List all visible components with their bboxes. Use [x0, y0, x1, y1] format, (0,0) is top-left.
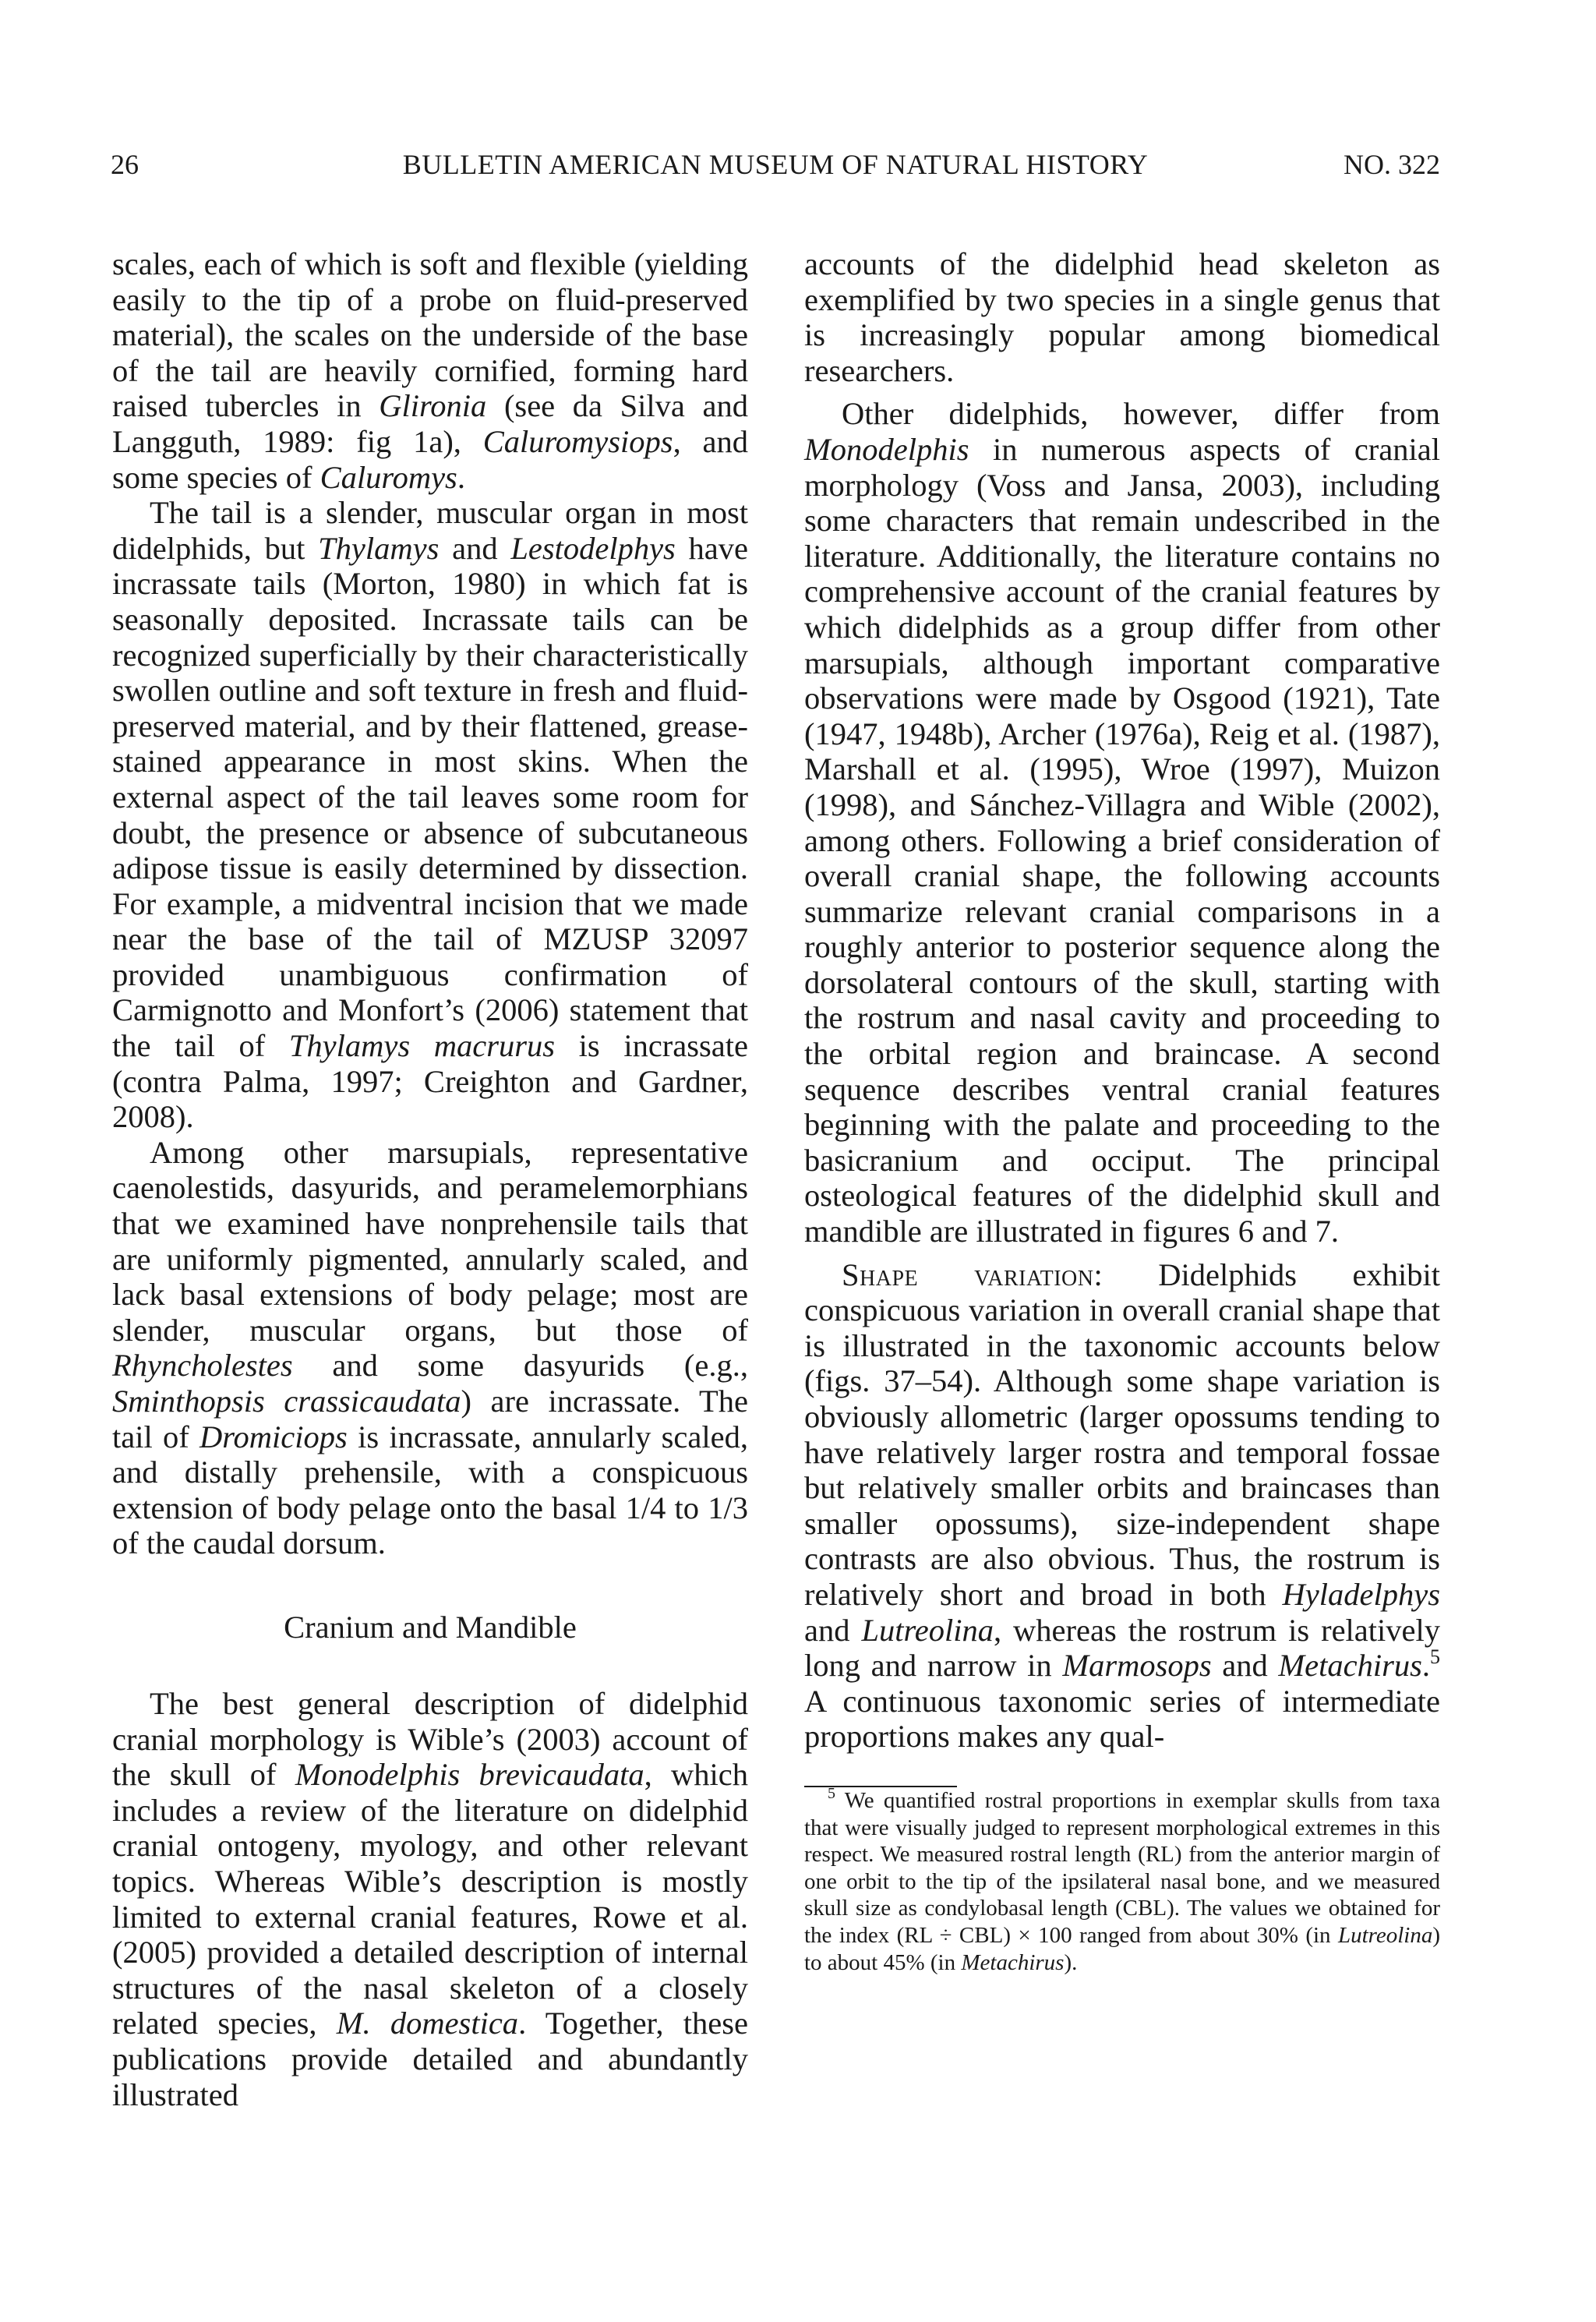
taxon-name: Thylamys macrurus: [288, 1028, 556, 1064]
footnote: $^5$ We quantified rostral proportions in exemplar skulls from taxa that were visually judged to represent morphological extremes in this respect. We measured rostral length (RL) from the anterior margin of one orbit to the tip of the ipsilateral nasal bone, and we measured skull size as condylobasal length (CBL). The values we obtained for the index (RL ÷ CBL) × 100 ranged from about 30% (in Lutreolina) to about 45% (in Metachirus).: [804, 1784, 1440, 1975]
taxon-name: Monodelphis brevicaudata: [295, 1757, 644, 1793]
paragraph-shape-variation: Shape variation: Didelphids exhibit conspicuous variation in overall cranial shape that is illustrated in the taxonomic accounts below (figs. 37–54). Although some shape variation is obviously allometric (larger opossums tending to have relatively larger rostra and temporal fossae but relatively smaller orbits and braincases than smaller opossums), size-independent shape contrasts are also obvious. Thus, the rostrum is relatively short and broad in both Hyladelphys and Lutreolina, whereas the rostrum is relatively long and narrow in Marmosops and Metachirus.$^5$ A continuous taxonomic series of intermediate proportions makes any qual-: [804, 1256, 1441, 1755]
page-number: 26: [111, 149, 139, 180]
taxon-name: Lestodelphys: [510, 530, 676, 566]
taxon-name: Thylamys: [318, 530, 440, 566]
paragraph-incrassate-tails: The tail is a slender, muscular organ in most didelphids, but Thylamys and Lestodelphys have incrassate tails (Morton, 1980) in which fat is seasonally deposited. Incrassate tails can be recognized superficially by their characteristically swollen outline and soft texture in fresh and fluid-preserved material, and by their flattened, grease-stained appearance in most skins. When the external aspect of the tail leaves some room for doubt, the presence or absence of subcutaneous adipose tissue is easily determined by dissection. For example, a midventral incision that we made near the base of the tail of MZUSP 32097 provided unambiguous confirmation of Carmignotto and Monfort’s (2006) statement that the tail of Thylamys macrurus is incrassate (contra Palma, 1997; Creighton and Gardner, 2008).: [112, 495, 749, 1135]
issue-number: NO. 322: [1344, 149, 1440, 180]
taxon-name: Lutreolina: [1337, 1922, 1433, 1948]
right-column: [804, 246, 1440, 1976]
taxon-name: Sminthopsis crassicaudata: [112, 1384, 461, 1419]
taxon-name: Lutreolina: [861, 1612, 994, 1648]
journal-title: BULLETIN AMERICAN MUSEUM OF NATURAL HISTORY: [402, 149, 1149, 180]
taxon-name: Rhyncholestes: [112, 1348, 293, 1384]
paragraph-head-skeleton: accounts of the didelphid head skeleton as exemplified by two species in a single genus that is increasingly popular among biomedical researchers.: [804, 246, 1440, 388]
taxon-name: Glironia: [379, 388, 487, 424]
run-in-heading: Shape variation: [842, 1256, 1094, 1292]
taxon-name: Caluromysiops: [482, 423, 673, 459]
taxon-name: Caluromys: [320, 459, 457, 495]
taxon-name: Marmosops: [1062, 1648, 1212, 1684]
taxon-name: Metachirus: [1278, 1648, 1422, 1684]
paragraph-tail-scales: scales, each of which is soft and flexible (yielding easily to the tip of a probe on fluid-preserved material), the scales on the underside of the base of the tail are heavily cornified, forming hard raised tubercles in Glironia (see da Silva and Langguth, 1989: fig 1a), Caluromysiops, and some species of Caluromys.: [112, 246, 749, 495]
section-heading: Cranium and Mandible: [284, 1609, 577, 1645]
taxon-name: M. domestica: [336, 2006, 519, 2041]
paragraph-cranial-description: The best general description of didelphid cranial morphology is Wible’s (2003) account of the skull of Monodelphis brevicaudata, which includes a review of the literature on didelphid cranial ontogeny, myology, and other relevant topics. Whereas Wible’s description is mostly limited to external cranial features, Rowe et al. (2005) provided a detailed description of internal structures of the nasal skeleton of a closely related species, M. domestica. Together, these publications provide detailed and abundantly illustrated: [112, 1685, 749, 2112]
footnote-mark: 5: [828, 1784, 835, 1802]
running-head: [111, 145, 1440, 184]
paragraph-other-didelphids: Other didelphids, however, differ from Monodelphis in numerous aspects of cranial morphology (Voss and Jansa, 2003), including some characters that remain undescribed in the literature. Additionally, the literature contains no comprehensive account of the cranial features by which didelphids as a group differ from other marsupials, although important comparative observations were made by Osgood (1921), Tate (1947, 1948b), Archer (1976a), Reig et al. (1987), Marshall et al. (1995), Wroe (1997), Muizon (1998), and Sánchez-Villagra and Wible (2002), among others. Following a brief consideration of overall cranial shape, the following accounts summarize relevant cranial comparisons in a roughly anterior to posterior sequence along the dorsolateral contours of the skull, starting with the rostrum and nasal cavity and proceeding to the orbital region and braincase. A second sequence describes ventral cranial features beginning with the palate and proceeding to the basicranium and occiput. The principal osteological features of the didelphid skull and mandible are illustrated in figures 6 and 7.: [804, 396, 1440, 1249]
paragraph-other-marsupials: Among other marsupials, representative caenolestids, dasyurids, and peramelemorphians that we examined have nonprehensile tails that are uniformly pigmented, annularly scaled, and lack basal extensions of body pelage; most are slender, muscular organs, but those of Rhyncholestes and some dasyurids (e.g., Sminthopsis crassicaudata) are incrassate. The tail of Dromiciops is incrassate, annularly scaled, and distally prehensile, with a conspicuous extension of body pelage onto the basal 1/4 to 1/3 of the caudal dorsum.: [112, 1134, 749, 1561]
left-column: [112, 246, 748, 2112]
taxon-name: Monodelphis: [804, 431, 969, 467]
taxon-name: Metachirus: [961, 1949, 1065, 1975]
taxon-name: Dromiciops: [200, 1419, 348, 1454]
footnote-reference[interactable]: 5: [1430, 1645, 1440, 1669]
taxon-name: Hyladelphys: [1282, 1576, 1440, 1612]
